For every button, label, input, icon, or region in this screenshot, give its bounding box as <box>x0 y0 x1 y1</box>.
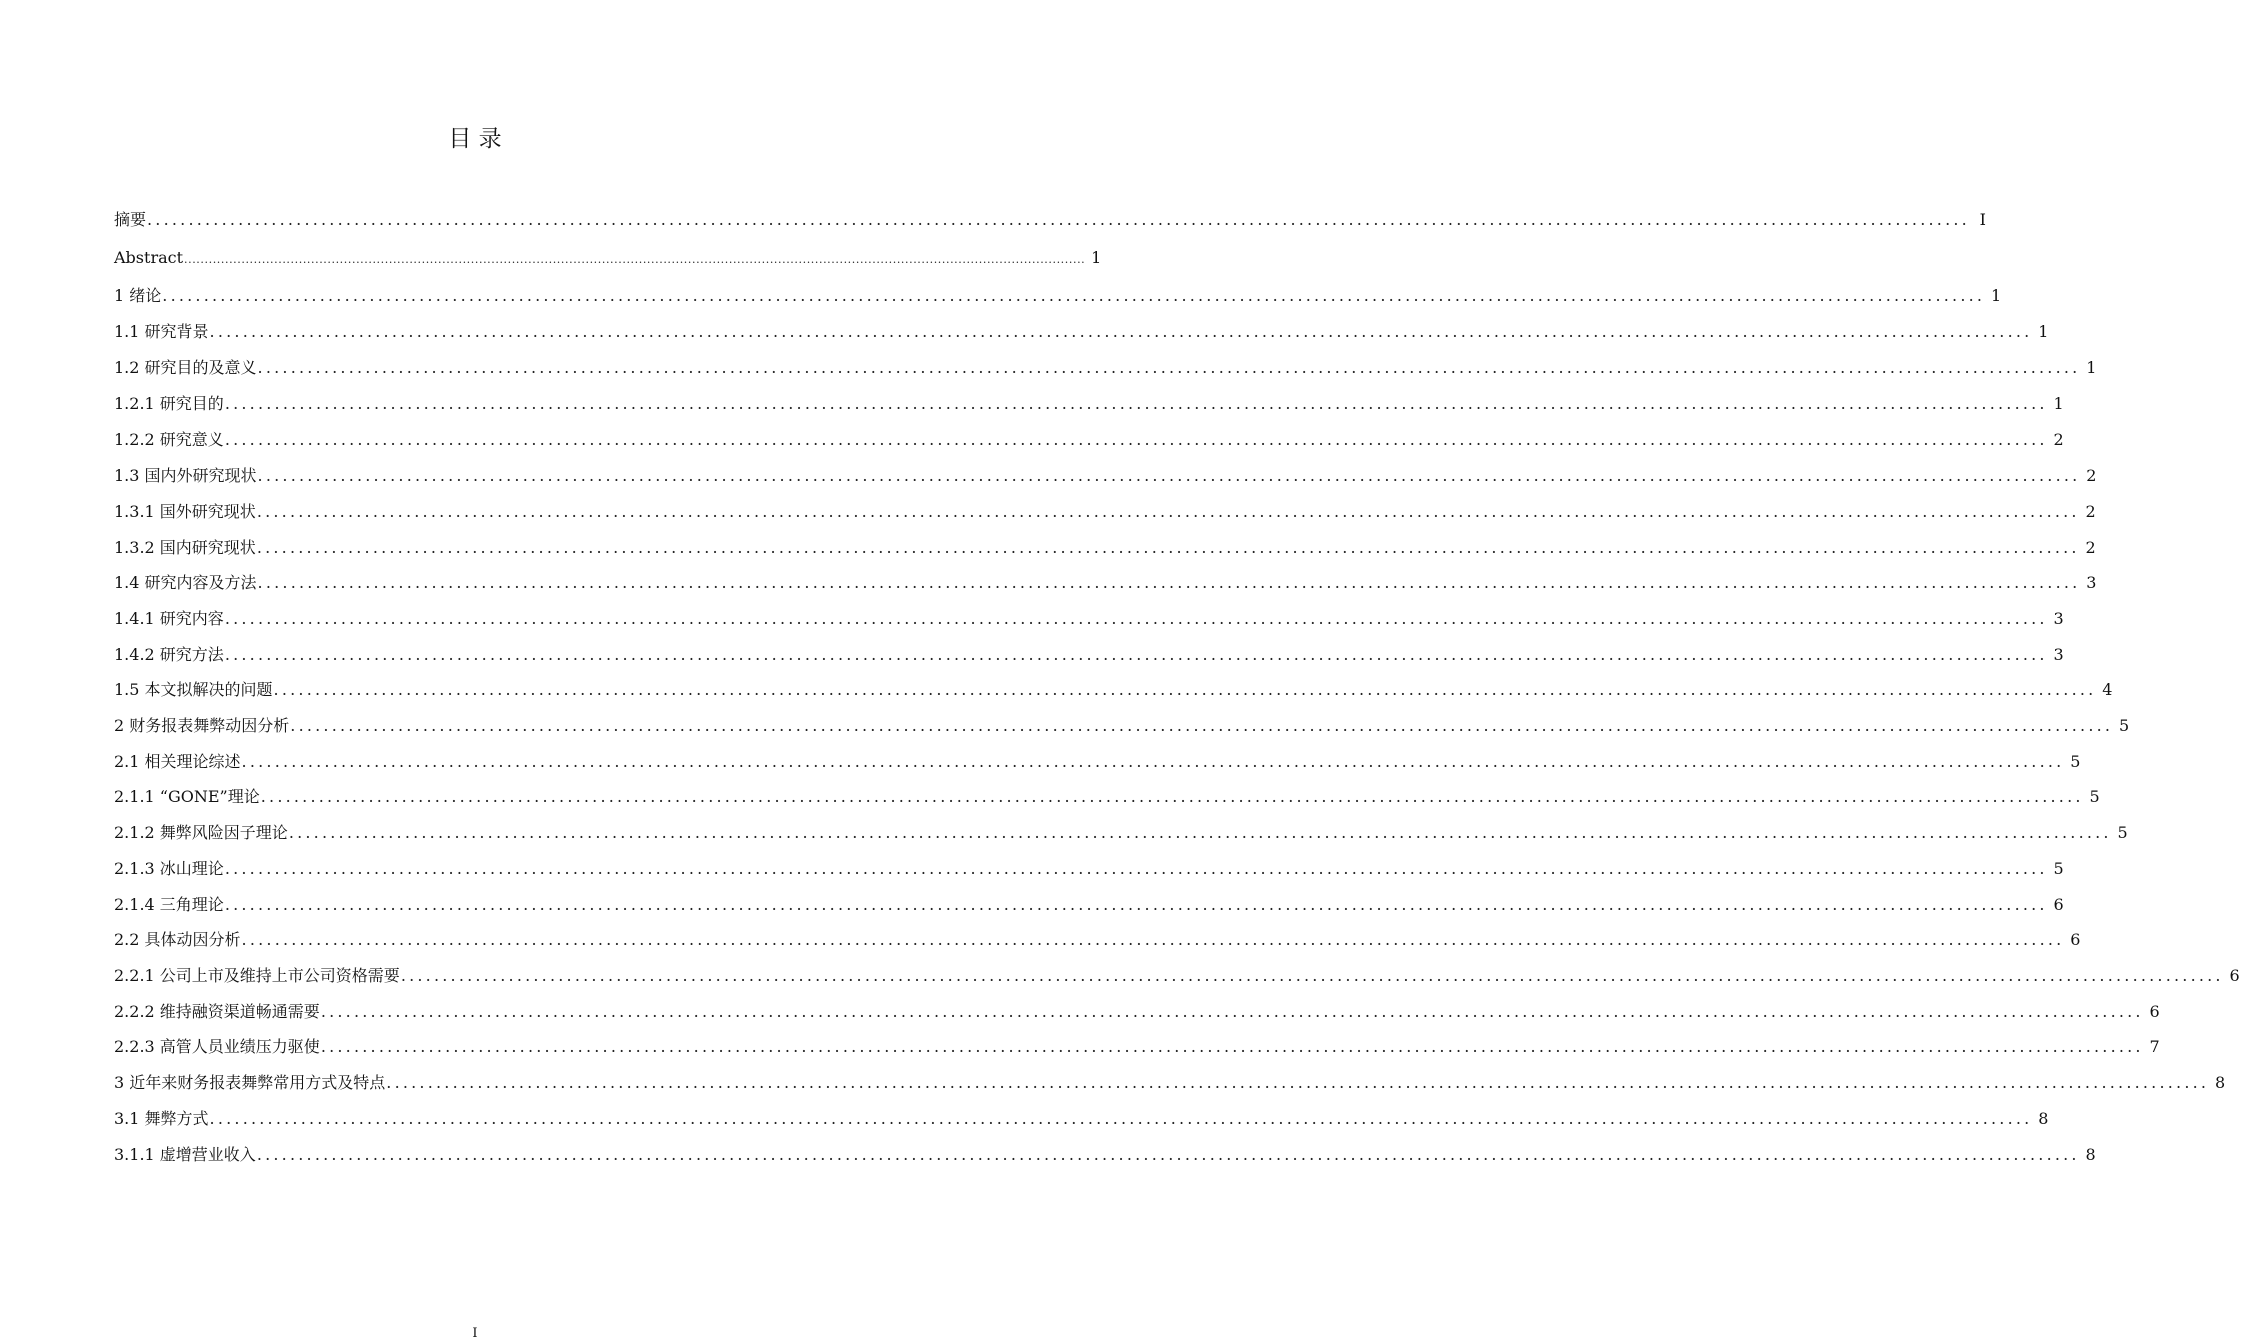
toc-entry-page: 5 <box>2119 716 2130 735</box>
toc-dot-leader: ............................................................................................................................................................................................................................ <box>184 253 1086 266</box>
toc-entry-label: 2.1 相关理论综述 <box>114 752 241 771</box>
toc-entry-page: 2 <box>2086 466 2097 485</box>
toc-entry-page: 5 <box>2117 823 2128 842</box>
toc-entry[interactable] <box>114 607 2064 631</box>
toc-entry[interactable] <box>114 356 2097 380</box>
toc-entry-label: 2.1.2 舞弊风险因子理论 <box>114 823 288 842</box>
toc-entry[interactable] <box>114 500 2096 524</box>
toc-entry[interactable] <box>114 1143 2096 1167</box>
toc-dot-leader: ............................................................................................................................................................................................................................ <box>386 1073 2210 1092</box>
toc-entry[interactable] <box>114 1000 2160 1024</box>
toc-entry[interactable] <box>114 1107 2049 1131</box>
toc-dot-leader: ............................................................................................................................................................................................................................ <box>320 1002 2144 1021</box>
toc-entry-page: 5 <box>2070 752 2081 771</box>
toc-dot-leader: ............................................................................................................................................................................................................................ <box>224 430 2048 449</box>
toc-entry-label: 1.2.1 研究目的 <box>114 394 224 413</box>
toc-entry-page: 8 <box>2215 1073 2226 1092</box>
toc-dot-leader: ............................................................................................................................................................................................................................ <box>224 609 2048 628</box>
toc-entry[interactable] <box>114 208 1986 232</box>
toc-dot-leader: ............................................................................................................................................................................................................................ <box>400 966 2224 985</box>
toc-entry-page: 1 <box>2038 322 2049 341</box>
toc-entry-label: 1.1 研究背景 <box>114 322 209 341</box>
toc-dot-leader: ............................................................................................................................................................................................................................ <box>256 1145 2080 1164</box>
toc-entry-label: 2.2.3 高管人员业绩压力驱使 <box>114 1037 320 1056</box>
toc-dot-leader: ............................................................................................................................................................................................................................ <box>256 502 2080 521</box>
toc-dot-leader: ............................................................................................................................................................................................................................ <box>209 1109 2033 1128</box>
toc-entry-page: 1 <box>1991 286 2002 305</box>
toc-dot-leader: ............................................................................................................................................................................................................................ <box>224 645 2048 664</box>
toc-entry-label: 3.1 舞弊方式 <box>114 1109 209 1128</box>
toc-entry[interactable] <box>114 571 2097 595</box>
toc-entry-label: 1.5 本文拟解决的问题 <box>114 680 273 699</box>
toc-entry[interactable] <box>114 392 2064 416</box>
toc-entry-label: 2.1.4 三角理论 <box>114 895 224 914</box>
toc-entry[interactable] <box>114 714 2130 738</box>
toc-dot-leader: ............................................................................................................................................................................................................................ <box>273 680 2097 699</box>
toc-entry-page: 7 <box>2149 1037 2160 1056</box>
toc-entry-page: 3 <box>2053 609 2064 628</box>
toc-entry-page: 5 <box>2053 859 2064 878</box>
toc-entry-page: 2 <box>2085 538 2096 557</box>
toc-dot-leader: ............................................................................................................................................................................................................................ <box>209 322 2033 341</box>
footer-page-number: I <box>472 1326 478 1341</box>
toc-entry-label: 1.4.2 研究方法 <box>114 645 224 664</box>
toc-entry[interactable] <box>114 750 2081 774</box>
toc-entry-label: 3 近年来财务报表舞弊常用方式及特点 <box>114 1073 386 1092</box>
page-title: 目 录 <box>448 126 502 152</box>
toc-entry-page: 5 <box>2089 787 2100 806</box>
toc-entry-page: 1 <box>1091 248 1102 267</box>
toc-dot-leader: ............................................................................................................................................................................................................................ <box>257 573 2081 592</box>
toc-dot-leader: ............................................................................................................................................................................................................................ <box>257 466 2081 485</box>
toc-entry-label: 1.3.2 国内研究现状 <box>114 538 256 557</box>
toc-entry-label: 2.2 具体动因分析 <box>114 930 241 949</box>
toc-entry[interactable] <box>114 964 2240 988</box>
toc-entry[interactable] <box>114 857 2064 881</box>
toc-entry-page: 4 <box>2102 680 2113 699</box>
toc-entry[interactable] <box>114 1035 2160 1059</box>
toc-entry-label: 2.2.1 公司上市及维持上市公司资格需要 <box>114 966 400 985</box>
toc-entry[interactable] <box>114 678 2113 702</box>
toc-entry[interactable] <box>114 536 2096 560</box>
toc-entry-label: 摘要 <box>114 210 147 229</box>
toc-entry-label: 1.2.2 研究意义 <box>114 430 224 449</box>
toc-dot-leader: ............................................................................................................................................................................................................................ <box>256 538 2080 557</box>
toc-entry-label: 1 绪论 <box>114 286 162 305</box>
toc-entry-page: 8 <box>2085 1145 2096 1164</box>
toc-entry[interactable] <box>114 464 2097 488</box>
toc-dot-leader: ............................................................................................................................................................................................................................ <box>288 823 2112 842</box>
toc-entry-label: 1.3.1 国外研究现状 <box>114 502 256 521</box>
toc-dot-leader: ............................................................................................................................................................................................................................ <box>290 716 2114 735</box>
toc-dot-leader: ............................................................................................................................................................................................................................ <box>224 895 2048 914</box>
toc-entry-page: 6 <box>2053 895 2064 914</box>
toc-dot-leader: ............................................................................................................................................................................................................................ <box>224 394 2048 413</box>
toc-entry[interactable] <box>114 1071 2226 1095</box>
toc-entry-label: 2.2.2 维持融资渠道畅通需要 <box>114 1002 320 1021</box>
toc-entry-label: 1.3 国内外研究现状 <box>114 466 257 485</box>
toc-dot-leader: ............................................................................................................................................................................................................................ <box>241 752 2065 771</box>
toc-dot-leader: ............................................................................................................................................................................................................................ <box>162 286 1986 305</box>
toc-entry-label: 1.4 研究内容及方法 <box>114 573 257 592</box>
toc-entry-label: 2 财务报表舞弊动因分析 <box>114 716 290 735</box>
toc-dot-leader: ............................................................................................................................................................................................................................ <box>257 358 2081 377</box>
toc-entry-page: 2 <box>2085 502 2096 521</box>
toc-entry-page: 8 <box>2038 1109 2049 1128</box>
toc-entry[interactable] <box>114 428 2064 452</box>
toc-entry-label: 3.1.1 虚增营业收入 <box>114 1145 256 1164</box>
toc-dot-leader: ............................................................................................................................................................................................................................ <box>320 1037 2144 1056</box>
toc-entry-page: 6 <box>2229 966 2240 985</box>
toc-entry-page: 1 <box>2053 394 2064 413</box>
toc-entry[interactable] <box>114 284 2002 308</box>
toc-entry-page: 6 <box>2149 1002 2160 1021</box>
toc-entry[interactable] <box>114 643 2064 667</box>
toc-entry-label: Abstract <box>114 248 184 267</box>
toc-entry[interactable] <box>114 893 2064 917</box>
toc-dot-leader: ............................................................................................................................................................................................................................ <box>241 930 2065 949</box>
toc-entry-page: 6 <box>2070 930 2081 949</box>
toc-entry-label: 2.1.3 冰山理论 <box>114 859 224 878</box>
toc-entry-page: 2 <box>2053 430 2064 449</box>
toc-entry-page: 3 <box>2086 573 2097 592</box>
toc-dot-leader: ............................................................................................................................................................................................................................ <box>224 859 2048 878</box>
toc-entry[interactable] <box>114 785 2100 809</box>
toc-entry-page: 3 <box>2053 645 2064 664</box>
toc-dot-leader: ............................................................................................................................................................................................................................ <box>147 210 1970 229</box>
toc-entry[interactable] <box>114 928 2081 952</box>
toc-entry[interactable] <box>114 246 1102 270</box>
toc-dot-leader: ............................................................................................................................................................................................................................ <box>260 787 2084 806</box>
toc-entry-label: 2.1.1 “GONE”理论 <box>114 787 260 806</box>
toc-entry[interactable] <box>114 320 2049 344</box>
toc-entry-page: 1 <box>2086 358 2097 377</box>
toc-entry[interactable] <box>114 821 2128 845</box>
toc-entry-label: 1.2 研究目的及意义 <box>114 358 257 377</box>
toc-entry-page: I <box>1979 210 1986 229</box>
toc-entry-label: 1.4.1 研究内容 <box>114 609 224 628</box>
